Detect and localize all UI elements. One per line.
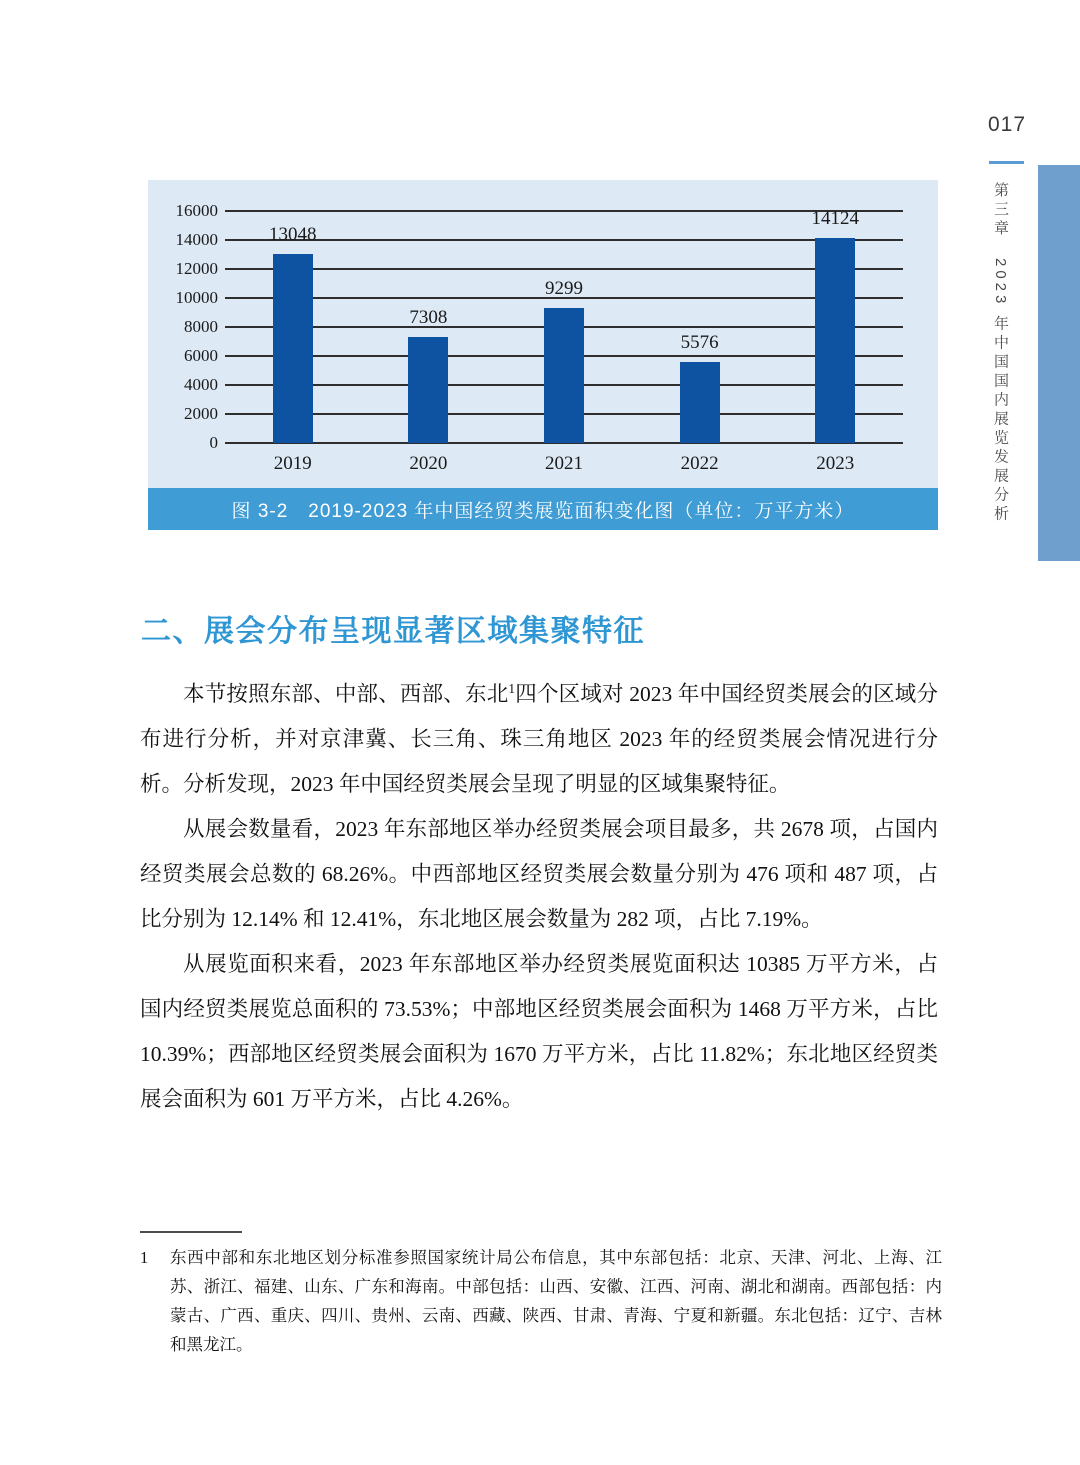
- bar-value-label: 13048: [269, 223, 317, 245]
- chart-y-axis: [148, 201, 218, 452]
- footnote: [140, 1243, 942, 1359]
- x-tick-label: 2023: [816, 453, 855, 474]
- chart-plot: [225, 208, 903, 474]
- bar-2022: [680, 362, 720, 443]
- bar-2020: [408, 337, 448, 443]
- figure-caption: 图 3-2 2019-2023 年中国经贸类展览面积变化图（单位：万平方米）: [148, 488, 938, 530]
- bar-2019: [273, 254, 313, 443]
- y-tick-label: 14000: [175, 230, 218, 249]
- paragraph-2: 从展会数量看，2023 年东部地区举办经贸类展会项目最多，共 2678 项，占国内经贸类展会总数的 68.26%。中西部地区经贸类展会数量分别为 476 项和 487 项，占比分别为 12.14% 和 12.41%，东北地区展会数量为 282 项，占比 7.19%。: [140, 817, 938, 931]
- y-tick-label: 2000: [184, 404, 218, 423]
- bar-value-label: 9299: [545, 278, 583, 300]
- footnote-marker: 1: [140, 1248, 149, 1267]
- y-tick-label: 8000: [184, 317, 218, 336]
- x-tick-label: 2019: [273, 453, 312, 474]
- side-band: [1038, 165, 1080, 561]
- bar-2021: [544, 308, 584, 443]
- x-tick-label: 2020: [409, 453, 448, 474]
- bar-value-label: 7308: [409, 307, 448, 329]
- chart-panel: [148, 180, 938, 488]
- y-tick-label: 12000: [175, 259, 218, 278]
- y-tick-label: 4000: [184, 375, 218, 394]
- footnote-separator: [140, 1231, 242, 1233]
- y-tick-label: 10000: [175, 288, 218, 307]
- page-number: 017: [988, 113, 1027, 136]
- bar-2023: [815, 238, 855, 443]
- y-tick-label: 0: [209, 433, 218, 452]
- x-tick-label: 2022: [680, 453, 719, 474]
- paragraph-1-text-after-ref: 四个区域对 2023 年中国经贸类展会的区域分布进行分析，并对京津冀、长三角、珠三角地区 2023 年的经贸类展会情况进行分析。分析发现，2023 年中国经贸类展会呈现了明显的区域集聚特征。: [140, 682, 938, 796]
- page-number-underline: [989, 161, 1024, 164]
- footnote-reference: 1: [508, 680, 516, 696]
- paragraph-3: 从展览面积来看，2023 年东部地区举办经贸类展览面积达 10385 万平方米，占国内经贸类展览总面积的 73.53%；中部地区经贸类展会面积为 1468 万平方米，占比 10.39%；西部地区经贸类展会面积为 1670 万平方米，占比 11.82%；东北地区经贸类展会面积为 601 万平方米，占比 4.26%。: [140, 952, 938, 1111]
- paragraph-1-text-before-ref: 本节按照东部、中部、西部、东北: [183, 682, 509, 706]
- paragraph-1: [140, 672, 938, 807]
- chapter-vertical-label: 第三章 2023 年中国国内展览发展分析: [992, 182, 1009, 525]
- y-tick-label: 16000: [175, 201, 218, 220]
- x-tick-label: 2021: [545, 453, 583, 474]
- y-tick-label: 6000: [184, 346, 218, 365]
- footnote-text: 东西中部和东北地区划分标准参照国家统计局公布信息，其中东部包括：北京、天津、河北、上海、江苏、浙江、福建、山东、广东和海南。中部包括：山西、安徽、江西、河南、湖北和湖南。西部包括：内蒙古、广西、重庆、四川、贵州、云南、西藏、陕西、甘肃、青海、宁夏和新疆。东北包括：辽宁、吉林和黑龙江。: [170, 1248, 942, 1354]
- figure-3-2: [148, 180, 938, 530]
- section-heading: 二、展会分布呈现显著区域集聚特征: [141, 615, 645, 648]
- bar-value-label: 5576: [680, 332, 719, 354]
- body-text: [140, 672, 938, 1122]
- bar-value-label: 14124: [811, 208, 859, 230]
- gridline: [225, 268, 903, 270]
